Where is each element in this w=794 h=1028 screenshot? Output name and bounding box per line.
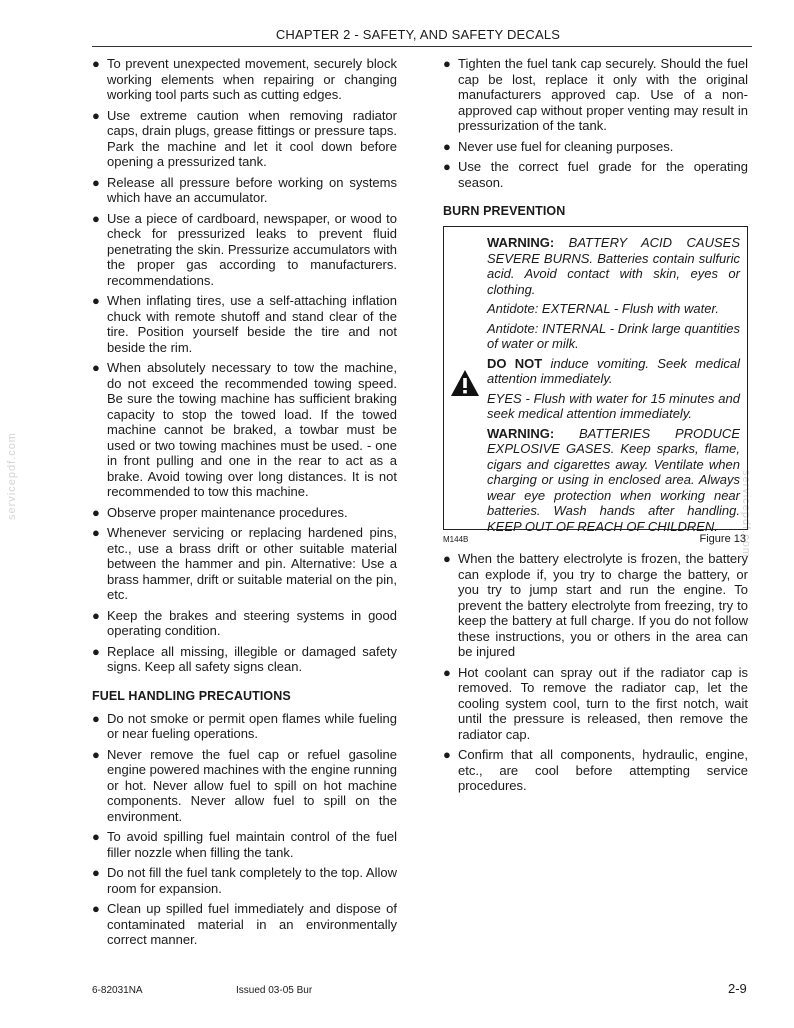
burn-prevention-heading: BURN PREVENTION <box>443 204 566 218</box>
bullet-dot-icon: ● <box>443 138 451 154</box>
list-item <box>92 108 397 170</box>
bullet-dot-icon: ● <box>92 360 100 375</box>
list-item-text: Keep the brakes and steering systems in good operating condition. <box>107 607 397 638</box>
list-item <box>92 608 397 639</box>
bullet-dot-icon: ● <box>92 746 100 762</box>
list-item <box>92 829 397 860</box>
battery-bullet-list <box>443 551 748 794</box>
warning-label: WARNING: <box>487 235 555 250</box>
list-item <box>92 360 397 500</box>
list-item-text: Hot coolant can spray out if the radiator cap is removed. To remove the radiator cap, let the cooling system cool, turn to the first notch, wait until the pressure is released, then remove the radiator cap. <box>458 664 748 742</box>
warning-gases-paragraph <box>487 426 740 535</box>
watermark-left: servicepdf.com <box>6 432 18 520</box>
bullet-dot-icon: ● <box>92 210 100 226</box>
list-item-text: Release all pressure before working on systems which have an accumulator. <box>107 174 397 205</box>
list-item-text: To prevent unexpected movement, securely block working elements when repairing or changing working tool parts such as cutting edges. <box>107 56 397 102</box>
warning-gases-text: BATTERIES PRODUCE EXPLOSIVE GASES. Keep sparks, flame, cigars and cigarettes away. Ventilate when charging or using in enclosed area. Always wear eye protection when working near batteries. Wash hands after handling. KEEP OUT OF REACH OF CHILDREN. <box>487 425 740 534</box>
do-not-paragraph <box>487 356 740 387</box>
footer-issued: Issued 03-05 Bur <box>236 985 313 996</box>
do-not-text: induce vomiting. Seek medical attention immediately. <box>487 355 740 386</box>
antidote-external: Antidote: EXTERNAL - Flush with water. <box>487 301 719 316</box>
list-item <box>443 665 748 743</box>
list-item <box>92 644 397 675</box>
list-item <box>92 901 397 948</box>
bullet-dot-icon: ● <box>92 56 100 71</box>
list-item-text: When the battery electrolyte is frozen, the battery can explode if, you try to charge the battery, or you try to jump start and run the engine. To prevent the battery electrolyte from freezing, try to keep the battery at full charge. If you do not follow these instructions, you or others in the area can be injured <box>458 551 748 659</box>
bullet-dot-icon: ● <box>92 293 100 308</box>
list-item <box>92 747 397 825</box>
maintenance-bullet-list <box>92 56 397 675</box>
bullet-dot-icon: ● <box>92 107 100 123</box>
list-item <box>92 293 397 355</box>
eyes-paragraph: EYES - Flush with water for 15 minutes and seek medical attention immediately. <box>487 390 740 421</box>
list-item-text: When absolutely necessary to tow the machine, do not exceed the recommended towing speed. Be sure the towing machine has sufficient braking capacity to stop the towed load. If the towed machine cannot be braked, a towbar must be used or two towing machines must be used. - one in front pulling and one in the rear to act as a brake. Avoid towing over long distances. It is not recommended to tow this machine. <box>107 360 397 499</box>
bullet-dot-icon: ● <box>92 829 100 844</box>
list-item-text: Confirm that all components, hydraulic, engine, etc., are cool before attempting service procedures. <box>458 747 748 793</box>
list-item-text: To avoid spilling fuel maintain control of the fuel filler nozzle when filling the tank. <box>107 829 397 860</box>
bullet-dot-icon: ● <box>92 607 100 623</box>
battery-warning-box <box>443 226 748 534</box>
footer-doc-number: 6-82031NA <box>92 985 143 996</box>
list-item <box>443 159 748 190</box>
list-item-text: Clean up spilled fuel immediately and dispose of contaminated material in an environmentally correct manner. <box>107 901 397 947</box>
list-item <box>92 175 397 206</box>
bullet-dot-icon: ● <box>92 504 100 520</box>
page-number: 2-9 <box>728 981 747 996</box>
list-item-text: Use the correct fuel grade for the operating season. <box>458 159 748 190</box>
bullet-dot-icon: ● <box>443 664 451 680</box>
list-item <box>92 525 397 603</box>
bullet-dot-icon: ● <box>443 159 451 174</box>
warning-text <box>487 235 740 538</box>
bullet-dot-icon: ● <box>92 643 100 659</box>
list-item-text: Replace all missing, illegible or damaged safety signs. Keep all safety signs clean. <box>107 643 397 674</box>
do-not-label: DO NOT <box>487 355 543 371</box>
watermark-right: servicepdf.com <box>740 470 752 558</box>
bullet-dot-icon: ● <box>92 710 100 726</box>
bullet-dot-icon: ● <box>443 56 451 71</box>
page-header-title: CHAPTER 2 - SAFETY, AND SAFETY DECALS <box>275 27 561 42</box>
left-column <box>92 56 397 953</box>
warning-triangle-icon <box>450 369 480 397</box>
list-item <box>92 211 397 289</box>
list-item <box>92 505 397 521</box>
bullet-dot-icon: ● <box>92 174 100 190</box>
list-item-text: When inflating tires, use a self-attaching inflation chuck with remote shutoff and stand clear of the tire. Position yourself beside the tire and not beside the rim. <box>107 293 397 355</box>
warning-label: WARNING: <box>487 425 555 441</box>
bullet-dot-icon: ● <box>92 525 100 540</box>
list-item <box>92 56 397 103</box>
warning-acid-paragraph <box>487 235 740 297</box>
list-item-text: Whenever servicing or replacing hardened pins, etc., use a brass drift or other suitable material between the hammer and pin. Alternative: Use a brass hammer, drift or suitable material on the pin, etc. <box>107 525 397 602</box>
list-item-text: Never use fuel for cleaning purposes. <box>458 138 674 154</box>
list-item-text: Tighten the fuel tank cap securely. Should the fuel cap be lost, replace it only with the original manufacturers approved cap. Use of a non-approved cap without proper venting may result in pressurization of the tank. <box>458 56 748 133</box>
list-item-text: Never remove the fuel cap or refuel gasoline engine powered machines with the engine running or hot. Never allow fuel to spill on hot machine components. Never allow fuel to spill on the environment. <box>107 746 397 824</box>
list-item <box>443 56 748 134</box>
antidote-internal: Antidote: INTERNAL - Drink large quantities of water or milk. <box>487 320 740 351</box>
bullet-dot-icon: ● <box>443 747 451 762</box>
header-rule <box>92 46 752 47</box>
list-item <box>92 865 397 896</box>
list-item <box>92 711 397 742</box>
warning-acid-text: BATTERY ACID CAUSES SEVERE BURNS. Batteries contain sulfuric acid. Avoid contact with skin, eyes or clothing. <box>487 235 740 297</box>
bullet-dot-icon: ● <box>92 865 100 880</box>
list-item-text: Do not fill the fuel tank completely to the top. Allow room for expansion. <box>107 865 397 896</box>
fuel-cap-bullet-list <box>443 56 748 190</box>
list-item-text: Observe proper maintenance procedures. <box>107 504 348 520</box>
figure-code: M144B <box>443 535 469 544</box>
fuel-handling-heading: FUEL HANDLING PRECAUTIONS <box>92 688 291 703</box>
list-item <box>443 747 748 794</box>
list-item <box>443 551 748 660</box>
list-item-text: Do not smoke or permit open flames while fueling or near fueling operations. <box>107 710 397 741</box>
figure-caption-row <box>443 533 748 547</box>
figure-label: Figure 13 <box>699 533 746 545</box>
right-column <box>443 56 748 799</box>
list-item-text: Use extreme caution when removing radiator caps, drain plugs, grease fittings or pressure taps. Park the machine and let it cool down before opening a pressurized tank. <box>107 107 397 169</box>
fuel-bullet-list <box>92 711 397 948</box>
bullet-dot-icon: ● <box>443 551 451 566</box>
bullet-dot-icon: ● <box>92 901 100 916</box>
list-item-text: Use a piece of cardboard, newspaper, or wood to check for pressurized leaks to prevent fluid penetrating the skin. Pressurize accumulators with the proper gas according to manufacturers. recommendations. <box>107 210 397 288</box>
list-item <box>443 139 748 155</box>
